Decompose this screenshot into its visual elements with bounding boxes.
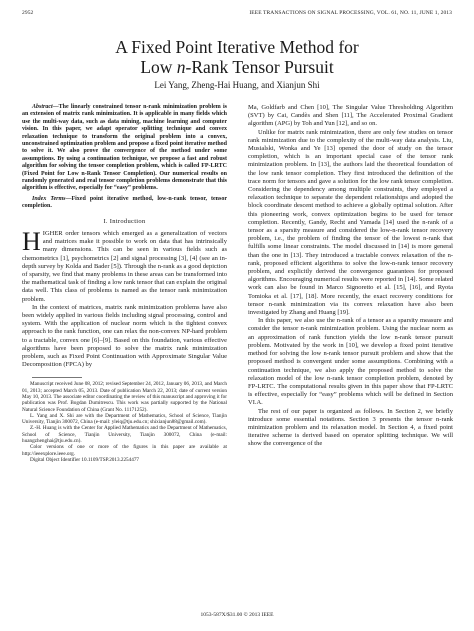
left-column <box>22 104 227 463</box>
footnote-manuscript: Manuscript received June 08, 2012; revised September 24, 2012, January 06, 2013, and March 01, 2013; accepted March 05, 2013. Date of publication March 22, 2013; date of current version May 10, 2013. The associate editor coordinating the review of this manuscript and approving it for publication was Prof. Bogdan Dumitrescu. This work was partially supported by the National Natural Science Foundation of China (Grant No. 11171252). <box>22 381 227 413</box>
drop-cap: H <box>22 226 41 256</box>
intro-paragraph-2: In the context of matrices, matrix rank minimization problems have also been widely applied in various fields including signal processing, control and system. With the application of nuclear norm which is the tightest convex approach to the rank function, one can relax the non-convex NP-hard problem to a tractable, convex one [6]–[9]. Based on this foundation, various effective algorithms have been proposed to solve the matrix rank minimization problem, such as Fixed Point Continuation with Approximate Singular Value Decomposition (FPCA) by <box>22 303 227 369</box>
index-terms-dash: — <box>65 195 72 202</box>
footnote-doi: Digital Object Identifier 10.1109/TSP.2013.2254477 <box>30 456 140 463</box>
paper-title <box>0 37 474 77</box>
footnote-affiliation-1: L. Yang and X. Shi are with the Department of Mathematics, School of Science, Tianjin University, Tianjin 300072, China (e-mail: yleiq@tju.edu.cn; shixianjun88@gmail.com). <box>22 412 227 426</box>
author-list: Lei Yang, Zheng-Hai Huang, and Xianjun Shi <box>154 80 320 90</box>
footnote-color: Color versions of one or more of the figures in this paper are available at http://ieeexplore.ieee.org. <box>22 444 227 457</box>
abstract <box>22 104 227 193</box>
right-column <box>248 104 453 449</box>
section-heading-introduction: I. Introduction <box>103 217 146 225</box>
right-paragraph-2: Unlike for matrix rank minimization, there are only few studies on tensor rank minimization due to the complexity of the multi-way data analysis. Liu, Musialski, Wonka and Ye [13] opened the door of study on the tensor completion, which is an important special case of the tensor rank minimization problem. In [13], the authors laid the theoretical foundation of the low rank tensor completion. They first introduced the definition of the trace norm for tensors and gave a solution for the low rank tensor completion. Considering the dependency among multiple constraints, they employed a relaxation technique to separate the dependent relationships and adopted the block coordinate descent method to achieve a globally optimal solution. After this pioneering work, convex optimization begins to be used for tensor completion. Recently, Gandy, Recht and Yamada [14] used the n-rank of a tensor as a sparsity measure and considered the low-n-rank tensor recovery problem, i.e., the problem of finding the tensor of the lowest n-rank that fulfills some linear constraints. The model discussed in [14] is more general than the one in [13]. They introduced a tractable convex relaxation of the n-rank, proposed efficient algorithms to solve the low-n-rank tensor recovery problem, and explicitly derived the convergence guarantees for proposed algorithms. Encouraging numerical results were reported in [14]. Some related work can also be found in Marco Signoretto et al. [15], [16], and Ryota Tomioka et al. [17], [18]. More recently, the exact recovery conditions for tensor n-rank minimization via its convex relaxation have also been investigated by Zhang and Huang [19]. <box>248 128 453 317</box>
abstract-dash: — <box>52 104 59 110</box>
intro-paragraph-1-text: IGHER order tensors which emerged as a generalization of vectors and matrices make it possible to work on data that has intrinsically many dimensions. This can be seen in various fields such as chemometrics [1], psychometrics [2] and signal processing [3], [4] (see an in-depth survey by Kolda and Bader [5]). Through the n-rank as a good depiction of sparsity, we find that many problems in these areas can be transformed into the mathematical task of finding a low rank tensor that can explain the original data well. This class of problems is named as the tensor rank minimization problem. <box>22 229 227 303</box>
abstract-text: The linearly constrained tensor n-rank minimization problem is an extension of matrix rank minimization. It is applicable in many fields which use the multi-way data, such as data mining, machine learning and computer vision. In this paper, we adapt operator splitting technique and convex relaxation technique to transform the original problem into a convex, unconstrained optimization problem and propose a fixed point iterative method to solve it. We also prove the convergence of the method under some assumptions. By using a continuation technique, we propose a fast and robust algorithm for solving the tensor completion problem, which is called FP-LRTC (Fixed Point for Low n-Rank Tensor Completion). Our numerical results on randomly generated and real tensor completion problems demonstrate that this algorithm is effective, especially for “easy” problems. <box>22 104 227 192</box>
page-number: 2952 <box>22 10 34 16</box>
title-math-n: n <box>176 57 186 77</box>
title-line-2-prefix: Low <box>140 57 177 77</box>
title-line-2 <box>0 57 474 77</box>
abstract-label: Abstract <box>32 104 53 110</box>
title-line-2-suffix: -Rank Tensor Pursuit <box>185 57 334 77</box>
running-header: IEEE TRANSACTIONS ON SIGNAL PROCESSING, VOL. 61, NO. 11, JUNE 1, 2013 <box>249 10 452 16</box>
intro-paragraph-1 <box>22 226 227 304</box>
footnote-affiliation-2: Z.-H. Huang is with the Center for Applied Mathematics and the Department of Mathematics, School of Science, Tianjin University, Tianjin 300072, China (e-mail: huangzhenghai@tju.edu.cn). <box>22 425 227 445</box>
footnote-rule <box>32 377 82 378</box>
copyright-footer: 1053-587X/$31.00 © 2013 IEEE <box>200 612 274 618</box>
index-terms-label: Index Terms <box>32 195 66 202</box>
index-terms <box>22 196 227 211</box>
index-terms-text: Fixed point iterative method, low-n-rank tensor, tensor completion. <box>22 195 227 210</box>
right-paragraph-1: Ma, Goldfarb and Chen [10], The Singular Value Thresholding Algorithm (SVT) by Cai, Candès and Shen [11], The Accelerated Proximal Gradient algorithm (APG) by Toh and Yun [12], and so on. <box>248 104 453 128</box>
right-paragraph-3: In this paper, we also use the n-rank of a tensor as a sparsity measure and consider the tensor n-rank minimization problem. Using the nuclear norm as an approximation of rank function yields the low n-rank tensor pursuit problem. Motivated by the work in [10], we develop a fixed point iterative method for solving the low n-rank tensor pursuit problem and show that the proposed method is convergent under some assumptions. Combining with a continuation technique, we also apply the proposed method to solve the relaxation model of the low n-rank tensor completion problem, denoted by FP-LRTC. The computational results given in this paper show that FP-LRTC is effective, especially for “easy” problems which will be defined in Section VI.A. <box>248 317 453 407</box>
title-line-1: A Fixed Point Iterative Method for <box>115 37 359 57</box>
right-paragraph-4: The rest of our paper is organized as follows. In Section 2, we briefly introduce some essential notations. Section 3 presents the tensor n-rank minimization problem and its relaxation model. In Section 4, a fixed point iterative scheme is derived based on operator splitting technique. We will show the convergence of the <box>248 407 453 448</box>
